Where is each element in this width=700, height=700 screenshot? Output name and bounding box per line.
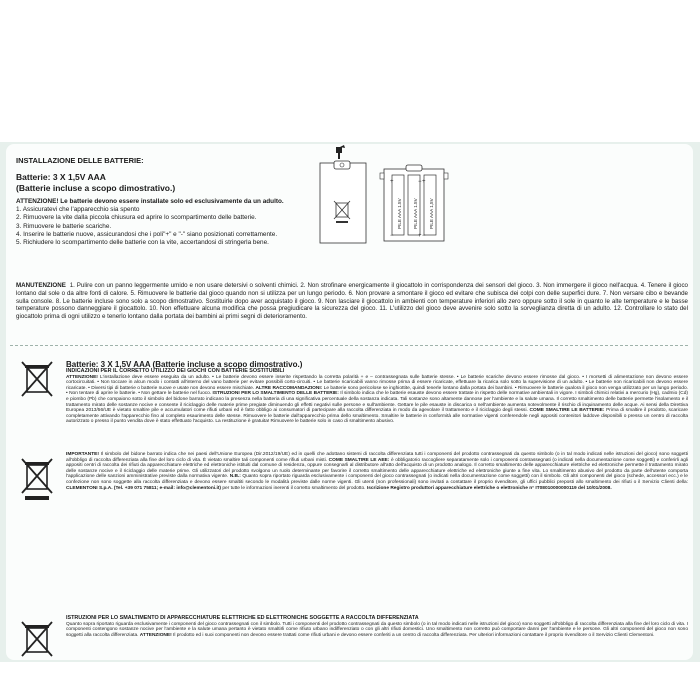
svg-text:−: −	[422, 233, 426, 239]
maintenance-label: MANUTENZIONE	[16, 282, 66, 289]
weee-label: IMPORTANTE!	[66, 452, 99, 457]
battery-note: (Batterie incluse a scopo dimostrativo.)	[16, 183, 176, 193]
install-step: 1. Assicuratevi che l'apparecchio sia spento	[16, 206, 140, 214]
weee-full-text: Quanto sopra riportato riguarda esclusivamente i componenti del gioco contrassegnati con il simbolo. Tutti i componenti del prodotto contrassegnati da questo simbolo (o in tal modo indicati nelle istruzioni del gioco) sono soggetti all'obbligo di raccolta differenziata alla fine del loro ciclo di vita. I componenti contengono sostanze nocive per l'ambiente e la salute umana pertanto è vietato smaltirli come rifiuto urbano indifferenziato o con gli altri rifiuti domestici. Uno smaltimento non corretto può comportare danni per l'ambiente e le persone. Gli altri componenti del gioco non sono soggetti alla raccolta differenziata.	[66, 621, 688, 638]
weee-note-text: Quanto sopra riportato riguarda esclusivamente i componenti del gioco contrassegnati (o indicati nella documentazione come soggetti) con il simbolo. Gli altri componenti del gioco (schede, accessori ecc.) e le confezione non sono soggette alla raccolta differenziata e devono essere smaltiti secondo le modalità previste dalle norme vigenti. Gli utenti (non professionali) sono invitati a contattare il proprio rivenditore, gli uffici pubblici preposti allo smaltimento dei rifiuti o il Servizio Clienti della:	[66, 474, 688, 485]
install-step: 5. Richiudere lo scompartimento delle batterie con la vite, accertandosi di stringerla bene.	[16, 239, 269, 247]
open-compartment	[380, 165, 448, 241]
install-step: 4. Inserire le batterie nuove, assicurandosi che i poli"+" e "-" siano posizionati correttamente.	[16, 230, 278, 238]
battery-compartment-diagram	[310, 143, 480, 253]
weee-body	[66, 452, 688, 491]
battery-spec: Batterie: 3 X 1,5V AAA	[16, 172, 106, 182]
disposal-label: ISTRUZIONI PER LO SMALTIMENTO DELLE BATTERIE:	[212, 391, 339, 397]
warning-label: ATTENZIONE!	[16, 198, 59, 205]
battery-label: PILE AAA 1.5V	[413, 198, 418, 229]
company-tail: per tutte le informazioni inerenti il corretto smaltimento del prodotto.	[222, 485, 366, 491]
maintenance-body: 1. Pulire con un panno leggermente umido e non usare detersivi o solventi chimici. 2. Non strofinare energicamente il giocattolo in corrispondenza dei sensori del gioco. 3. Non immergere il gioco nell'acqua. 4. Tenere il gioco lontano dal sole o da altre fonti di calore. 5. Rimuovere le batterie dal gioco quando non si utilizza per un lungo periodo. 6. Non provare a smontare il gioco ed evitare che subisca dei colpi con delle superfici dure. 7. Non versare cibo e bevande sulla console. 8. Le batterie incluse sono solo a scopo dimostrativo. Sostituirle dopo aver acquistato il gioco. 9. Non lasciare il giocattolo in ambienti con temperature inferiori allo zero oppure sotto il sole in quanto le alte temperature e le basse temperature possono danneggiare il giocattolo. 10. Non effettuare alcuna modifica che possa pregiudicare la sicurezza del gioco. 11. L'utilizzo del gioco deve avvenire solo sotto la sorveglianza diretta di un adulto. 12. Controllare lo stato del giocattolo prima di ogni utilizzo e tenerlo lontano dalla portata dei bambini ai primi segni di deterioramento.	[16, 282, 688, 321]
how-text: Prima di smaltire il prodotto, scaricare completamente attivando l'apparecchio fino al completo esaurimento delle stesse. Rimuovere le batterie dall'apparecchio prima dello smaltimento. Smaltire le batterie in conformità alle normative vigenti conferendole negli appositi contenitori laddove disponibili o presso un centro di raccolta autorizzato o presso il punto vendita dove è stato effettuato l'acquisto. La restituzione è gratuita! Rimuovere le batterie solo in caso di smaltimento abusivo.	[66, 408, 688, 425]
battery-icon	[422, 175, 436, 239]
warning-text: Le batterie devono essere installate solo ed esclusivamente da un adulto.	[60, 198, 284, 205]
company-contact: CLEMENTONI S.p.A. (Tel. +39 071 75811; e-mail: info@clementoni.it)	[66, 485, 221, 491]
svg-text:+: +	[418, 233, 422, 239]
top-margin	[0, 0, 700, 142]
register-text: Iscrizione Registro produttori apparecchiature elettriche o elettroniche n° IT08010000000119 del 10/01/2008.	[366, 485, 612, 491]
svg-text:−: −	[418, 179, 422, 185]
battery-label: PILE AAA 1,5V	[429, 198, 434, 229]
battery-section-body	[66, 375, 688, 425]
crossed-bin-icon	[18, 356, 56, 404]
battery-section-subtitle: INDICAZIONI PER IL CORRETTO UTILIZZO DEI GIOCHI CON BATTERIE SOSTITUIBILI	[66, 368, 285, 374]
weee-text: Il simbolo del bidone barrato indica che nei paesi dell'Unione Europea (Dir.2012/19/UE) ed in quelli che adottano sistemi di raccolta differenziata tutti i componenti del prodotto contrassegnati da questo simbolo (o in tal modo indicati nelle istruzioni del gioco) sono soggetti all'obbligo di raccolta differenziata alla fine del loro ciclo di vita. È vietato smaltire tali componenti come rifiuti urbani misti.	[66, 452, 688, 463]
bottom-margin	[0, 662, 700, 700]
svg-text:+: +	[422, 179, 426, 185]
maintenance-text	[16, 282, 688, 321]
battery-section-title: Batterie: 3 X 1,5V AAA (Batterie incluse a scopo dimostrativo.)	[66, 360, 303, 369]
crossed-bin-icon	[18, 455, 56, 503]
weee-note-label: N.B.:	[229, 474, 241, 480]
install-step: 2. Rimuovere la vite dalla piccola chiusura ed aprire lo scompartimento delle batterie.	[16, 214, 257, 222]
svg-text:+: +	[390, 179, 394, 185]
closed-compartment-cover	[320, 161, 366, 243]
weee-full-title: ISTRUZIONI PER LO SMALTIMENTO DI APPARECCHIATURE ELETTRICHE ED ELETTRONICHE SOGGETTE A RACCOLTA DIFFERENZIATA	[66, 615, 419, 621]
disposal-text: Il simbolo indica che le batterie esauste devono essere trattate in rispetto delle normative ambientali in vigore. I simboli chimici relativi a mercurio (Hg), cadmio (Cd) e piombo (Pb) che compaiono sotto il simbolo del bidone barrato indicano la presenza nella batteria di una significativa percentuale della sostanza indicata. Tali sostanze sono altamente dannose per l'ambiente e la salute umana. Il corretto smaltimento delle batterie permette l'isolamento e il trattamento mirato delle sostanze nocive e consente il riciclaggio delle materie prime pregiate diminuendo gli effetti negativi sulle persone e sull'ambiente. Gettare le pile esauste in discarica o nell'ambiente aumenta notevolmente il rischio di inquinamento delle acque. Ai sensi della Direttiva Europea 2013/56/UE è vietato smaltire pile e accumulatori come rifiuti urbani ed è fatto obbligo ai consumatori di partecipare alla raccolta differenziata in modo da agevolare il trattamento e il riciclaggio degli stessi.	[66, 391, 688, 414]
battery-icon	[408, 175, 422, 239]
install-title: INSTALLAZIONE DELLE BATTERIE:	[16, 156, 144, 165]
weee-instructions	[66, 452, 688, 491]
weee-full-instructions	[66, 616, 688, 638]
svg-text:−: −	[390, 233, 394, 239]
battery-warning-text: L'installazione deve essere eseguita da un adulto. • Le batterie devono essere inserite rispettando la corretta polarità + e – contrassegnata sulle batterie stesse. • Le batterie scariche devono essere rimosse dal gioco. • I morsetti di alimentazione non devono essere cortocircuitati. • Non toccare in alcun modo i contatti all'interno del vano batterie per evitare possibili corto-circuiti. • Le batterie ricaricabili vanno rimosse prima di essere ricaricate, effettuare la ricarica solo sotto la supervisione di un adulto. • Le batterie non ricaricabili non devono essere ricaricate. • Diversi tipi di batterie o batterie nuove e usate non devono essere mischiate.	[66, 374, 688, 391]
extra-text: Le batterie sono pericolose se inghiottite, quindi tenerle lontano dalla portata dei bambini. • Rimuovere le batterie qualora il gioco non venga utilizzato per un lungo periodo. • Non tentare di aprire le batterie. • Non gettare le batterie nel fuoco.	[66, 385, 688, 397]
how-label: COME SMALTIRE LE BATTERIE:	[529, 408, 605, 414]
battery-warning-label: ATTENZIONE!	[66, 374, 98, 380]
battery-instructions	[66, 360, 688, 425]
install-step: 3. Rimuovere le batterie scariche.	[16, 222, 112, 230]
battery-label: PILE AAA 1.5V	[397, 198, 402, 229]
weee-full-body	[66, 622, 688, 639]
weee-how-label: COME SMALTIRE LE AEE:	[328, 457, 390, 463]
weee-full-label: ATTENZIONE!	[139, 632, 172, 638]
install-batteries	[16, 172, 276, 194]
screwdriver-icon	[336, 145, 345, 159]
extra-label: ALTRE RACCOMANDAZIONI:	[255, 385, 323, 391]
crossed-bin-icon	[18, 618, 56, 666]
weee-how-text: è obbligatorio raccogliere separatamente solo i componenti contrassegnati (o indicati nella documentazione come soggetti) e conferirli agli appositi centri di raccolta dei rifiuti da apparecchiature elettriche ed elettroniche istituiti dal comune di residenza, oppure consegnarli al distributore all'atto dell'acquisto di un prodotto analogo. Il corretto smaltimento delle apparecchiature elettriche ed elettroniche permette il trattamento mirato delle sostanze nocive e il riciclaggio delle materie prime. Gli utilizzatori del prodotto svolgono un ruolo determinante per favorire il corretto smaltimento delle apparecchiature elettriche ed elettroniche giunte a fine vita. Lo smaltimento abusivo del prodotto da parte dell'utente comporta l'applicazione delle sanzioni amministrative previste dalla normativa vigente.	[66, 457, 688, 480]
section-divider	[10, 345, 688, 346]
weee-full-tail: Il prodotto ed i suoi componenti non devono essere trattati come rifiuti urbani e devono essere conferiti a un centro di raccolta differenziata. Per ulteriori informazioni contattare il proprio rivenditore o il Servizio Clienti Clementoni.	[173, 632, 655, 638]
battery-icon	[390, 175, 404, 239]
